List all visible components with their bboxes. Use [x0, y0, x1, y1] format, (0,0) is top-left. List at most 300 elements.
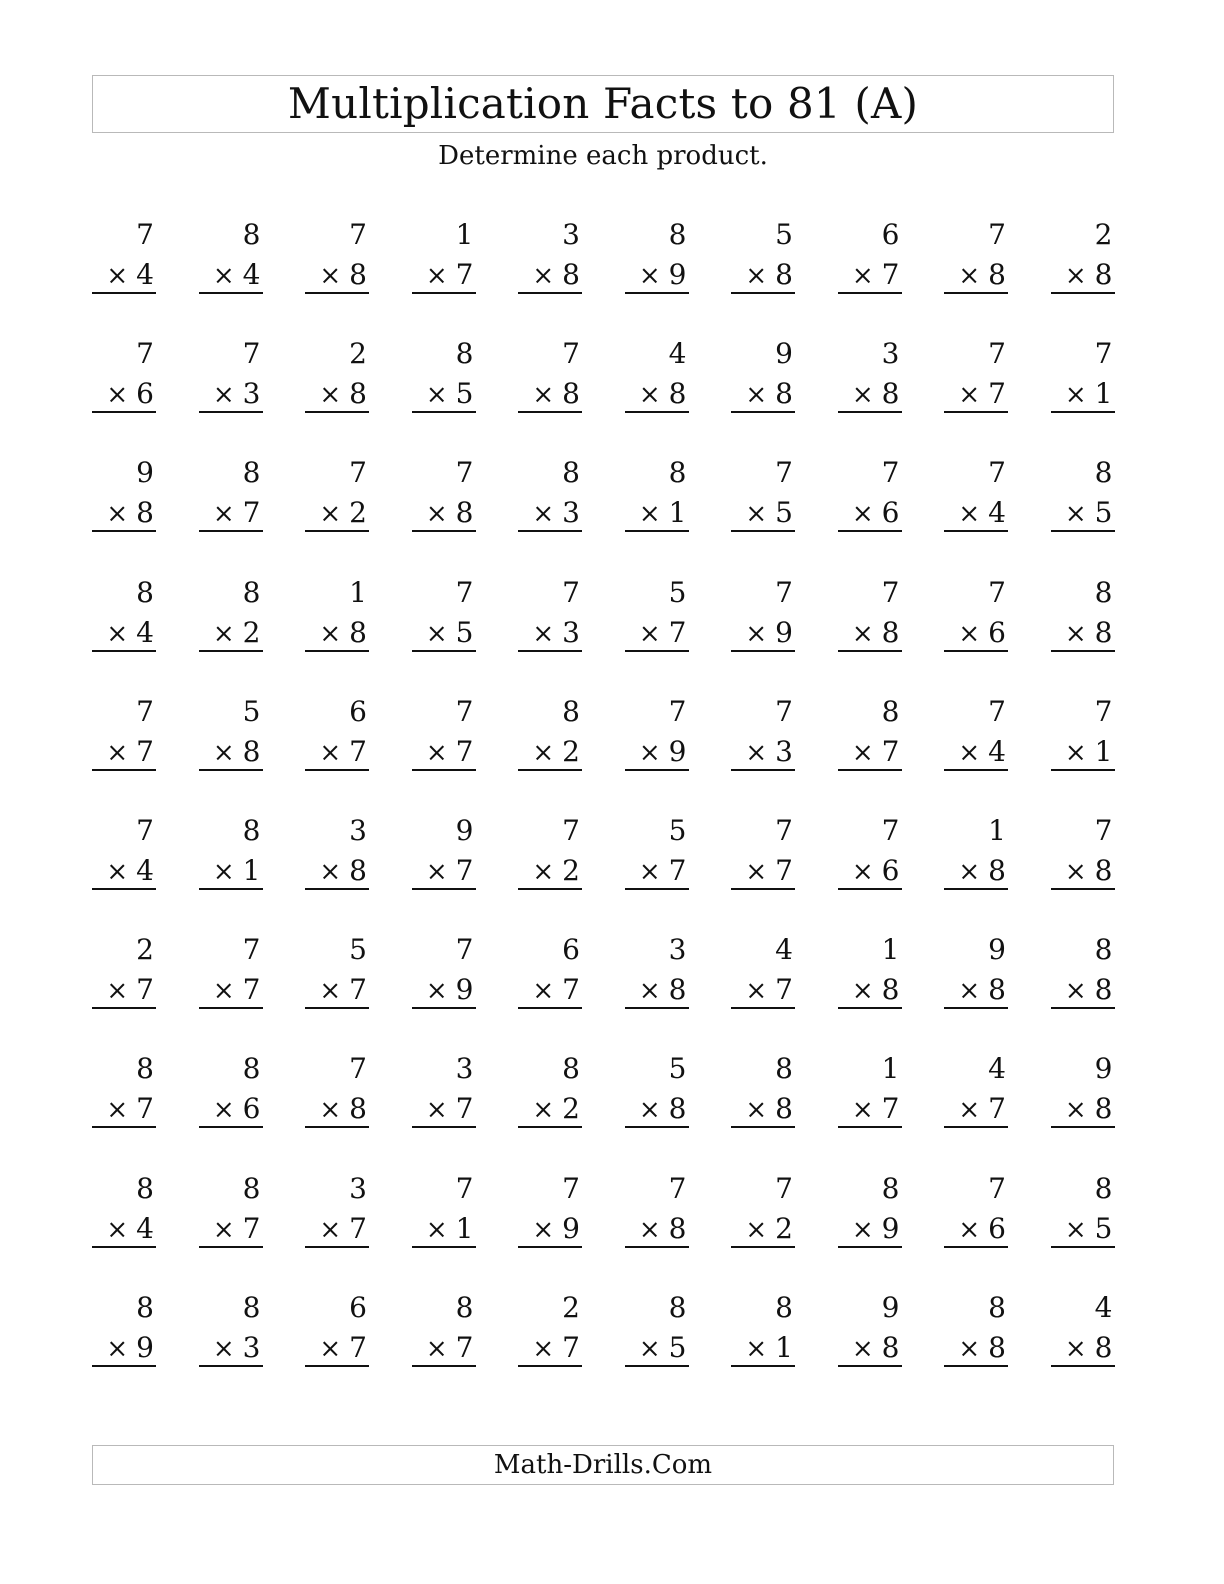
times-sign: ×	[851, 499, 874, 530]
answer-line	[838, 1365, 902, 1367]
multiplier-line	[426, 495, 474, 532]
multiplier-line	[319, 734, 367, 771]
multiplier-line	[745, 972, 793, 1009]
multiplier: 7	[136, 734, 154, 768]
multiplicand: 1	[988, 814, 1006, 847]
times-sign: ×	[745, 976, 768, 1007]
multiplicand: 7	[988, 575, 1006, 609]
problem-item	[412, 215, 476, 299]
multiplicand: 7	[455, 456, 474, 490]
problem-item	[518, 1049, 582, 1133]
problem-item	[92, 1049, 156, 1133]
answer-line	[199, 1365, 263, 1367]
times-sign: ×	[638, 618, 661, 649]
multiplier: 8	[881, 1330, 900, 1364]
answer-line	[199, 530, 263, 532]
answer-line	[1051, 650, 1115, 652]
multiplier: 7	[668, 615, 687, 649]
times-sign: ×	[212, 499, 235, 530]
multiplicand: 7	[881, 814, 900, 847]
multiplicand: 7	[562, 337, 580, 371]
problem-item	[731, 811, 795, 895]
multiplier: 7	[455, 258, 474, 291]
answer-line	[944, 1126, 1008, 1128]
answer-line	[731, 888, 795, 890]
problem-item	[305, 453, 369, 537]
multiplicand: 8	[242, 1052, 261, 1086]
multiplier: 8	[881, 377, 900, 411]
multiplicand: 9	[455, 814, 474, 847]
answer-line	[518, 292, 582, 294]
problem-item	[944, 811, 1008, 895]
times-sign: ×	[638, 857, 661, 887]
answer-line	[944, 411, 1008, 413]
multiplier-line	[532, 615, 580, 652]
times-sign: ×	[745, 737, 768, 768]
multiplier-line	[958, 257, 1006, 294]
times-sign: ×	[425, 1333, 448, 1364]
multiplier-line	[852, 853, 900, 890]
times-sign: ×	[319, 1214, 342, 1245]
multiplier-line	[745, 257, 793, 294]
problem-item	[305, 1169, 369, 1253]
multiplier: 4	[136, 258, 154, 291]
multiplier-line	[213, 376, 261, 413]
answer-line	[625, 650, 689, 652]
times-sign: ×	[319, 737, 342, 768]
multiplicand: 7	[988, 1171, 1006, 1205]
times-sign: ×	[212, 737, 235, 768]
multiplier: 1	[1094, 377, 1113, 411]
times-sign: ×	[319, 976, 342, 1007]
multiplier-line	[106, 1330, 154, 1367]
multiplicand: 8	[136, 1052, 154, 1086]
answer-line	[1051, 411, 1115, 413]
problem-item	[1051, 1169, 1115, 1253]
answer-line	[518, 1246, 582, 1248]
times-sign: ×	[106, 976, 129, 1007]
multiplier: 8	[775, 1092, 793, 1126]
problem-item	[412, 930, 476, 1014]
answer-line	[305, 411, 369, 413]
multiplier-line	[639, 1211, 687, 1248]
multiplicand: 7	[242, 933, 261, 967]
multiplicand: 8	[775, 1290, 793, 1324]
times-sign: ×	[851, 1214, 874, 1245]
multiplier: 2	[562, 734, 580, 768]
title-box	[92, 75, 1114, 133]
problem-item	[518, 1169, 582, 1253]
problem-item	[1051, 215, 1115, 299]
multiplicand: 7	[136, 337, 154, 371]
times-sign: ×	[319, 1333, 342, 1364]
multiplier: 8	[1094, 615, 1113, 649]
multiplier-line	[106, 972, 154, 1009]
problem-item	[944, 692, 1008, 776]
multiplier: 5	[1094, 496, 1113, 530]
problem-item	[92, 692, 156, 776]
answer-line	[731, 1126, 795, 1128]
multiplier: 7	[775, 973, 793, 1007]
problem-item	[1051, 692, 1115, 776]
times-sign: ×	[638, 380, 661, 411]
times-sign: ×	[319, 1095, 342, 1126]
multiplicand: 8	[562, 694, 580, 728]
problem-item	[944, 573, 1008, 657]
multiplier: 7	[455, 734, 474, 768]
multiplier: 8	[242, 734, 261, 768]
multiplicand: 7	[775, 1171, 793, 1205]
times-sign: ×	[1064, 1333, 1087, 1364]
multiplier-line	[852, 1211, 900, 1248]
multiplicand: 7	[881, 575, 900, 609]
multiplier-line	[958, 972, 1006, 1009]
multiplicand: 7	[136, 218, 154, 251]
multiplier-line	[213, 1330, 261, 1367]
multiplier-line	[319, 853, 367, 890]
problem-item	[731, 930, 795, 1014]
multiplier-line	[106, 376, 154, 413]
times-sign: ×	[532, 261, 555, 291]
multiplicand: 8	[242, 456, 261, 490]
problem-item	[412, 1169, 476, 1253]
multiplicand: 7	[455, 933, 474, 967]
multiplier: 1	[668, 496, 687, 530]
answer-line	[1051, 1246, 1115, 1248]
multiplier: 8	[988, 973, 1006, 1007]
multiplicand: 2	[1094, 218, 1113, 251]
multiplier-line	[745, 1211, 793, 1248]
times-sign: ×	[106, 618, 129, 649]
answer-line	[412, 888, 476, 890]
multiplicand: 7	[1094, 694, 1113, 728]
multiplier-line	[1065, 734, 1113, 771]
multiplier-line	[319, 972, 367, 1009]
problem-item	[625, 1288, 689, 1372]
answer-line	[412, 1365, 476, 1367]
times-sign: ×	[532, 499, 555, 530]
times-sign: ×	[532, 380, 555, 411]
times-sign: ×	[106, 1214, 129, 1245]
answer-line	[838, 1246, 902, 1248]
times-sign: ×	[319, 261, 342, 291]
multiplier-line	[1065, 615, 1113, 652]
multiplier-line	[639, 1330, 687, 1367]
multiplier-line	[639, 257, 687, 294]
multiplier: 8	[881, 615, 900, 649]
multiplier: 8	[1094, 1092, 1113, 1126]
times-sign: ×	[851, 1333, 874, 1364]
multiplicand: 5	[242, 694, 261, 728]
problem-item	[199, 334, 263, 418]
multiplier-line	[745, 615, 793, 652]
answer-line	[731, 292, 795, 294]
multiplier-line	[639, 734, 687, 771]
times-sign: ×	[212, 1095, 235, 1126]
times-sign: ×	[425, 1214, 448, 1245]
multiplicand: 7	[988, 694, 1006, 728]
multiplier-line	[639, 853, 687, 890]
answer-line	[199, 650, 263, 652]
problem-item	[92, 334, 156, 418]
multiplicand: 4	[988, 1052, 1006, 1086]
multiplicand: 2	[562, 1290, 580, 1324]
multiplier: 7	[242, 973, 261, 1007]
answer-line	[944, 650, 1008, 652]
times-sign: ×	[745, 618, 768, 649]
answer-line	[305, 292, 369, 294]
problem-item	[92, 1169, 156, 1253]
problem-item	[838, 1169, 902, 1253]
times-sign: ×	[745, 499, 768, 530]
answer-line	[412, 530, 476, 532]
multiplier: 8	[349, 377, 367, 411]
multiplier: 5	[775, 496, 793, 530]
multiplier: 3	[562, 615, 580, 649]
multiplicand: 5	[349, 933, 367, 967]
multiplicand: 1	[455, 218, 474, 251]
times-sign: ×	[745, 857, 768, 887]
multiplicand: 7	[136, 694, 154, 728]
multiplier: 7	[242, 1211, 261, 1245]
problem-item	[518, 811, 582, 895]
answer-line	[1051, 769, 1115, 771]
multiplier: 8	[988, 258, 1006, 291]
times-sign: ×	[106, 380, 129, 411]
answer-line	[1051, 1365, 1115, 1367]
multiplier-line	[745, 1091, 793, 1128]
problem-item	[305, 811, 369, 895]
multiplier: 7	[455, 854, 474, 887]
answer-line	[305, 530, 369, 532]
multiplier: 4	[136, 1211, 154, 1245]
answer-line	[412, 769, 476, 771]
problem-item	[92, 573, 156, 657]
multiplicand: 9	[881, 1290, 900, 1324]
answer-line	[199, 411, 263, 413]
multiplier: 7	[242, 496, 261, 530]
answer-line	[625, 411, 689, 413]
problem-item	[412, 1288, 476, 1372]
times-sign: ×	[1064, 261, 1087, 291]
multiplier-line	[639, 376, 687, 413]
multiplier-line	[426, 1330, 474, 1367]
multiplier: 3	[242, 1330, 261, 1364]
multiplicand: 7	[668, 694, 687, 728]
answer-line	[92, 292, 156, 294]
multiplier: 4	[242, 258, 261, 291]
multiplier-line	[1065, 1211, 1113, 1248]
multiplier-line	[213, 1211, 261, 1248]
multiplicand: 7	[455, 575, 474, 609]
multiplier: 8	[668, 1211, 687, 1245]
problem-item	[731, 453, 795, 537]
multiplier-line	[745, 734, 793, 771]
answer-line	[1051, 1126, 1115, 1128]
times-sign: ×	[212, 380, 235, 411]
multiplier-line	[958, 495, 1006, 532]
multiplier-line	[106, 853, 154, 890]
multiplier-line	[213, 615, 261, 652]
multiplicand: 3	[881, 337, 900, 371]
multiplier: 8	[775, 377, 793, 411]
times-sign: ×	[106, 499, 129, 530]
times-sign: ×	[1064, 976, 1087, 1007]
times-sign: ×	[958, 499, 981, 530]
multiplicand: 3	[562, 218, 580, 251]
multiplicand: 6	[881, 218, 900, 251]
times-sign: ×	[212, 618, 235, 649]
multiplier: 8	[1094, 258, 1113, 291]
multiplicand: 5	[775, 218, 793, 251]
times-sign: ×	[532, 618, 555, 649]
multiplier-line	[745, 495, 793, 532]
answer-line	[625, 292, 689, 294]
problem-item	[838, 692, 902, 776]
times-sign: ×	[958, 976, 981, 1007]
multiplier: 3	[242, 377, 261, 411]
times-sign: ×	[106, 1095, 129, 1126]
multiplicand: 8	[136, 1290, 154, 1324]
multiplier-line	[1065, 1091, 1113, 1128]
multiplicand: 7	[562, 814, 580, 847]
times-sign: ×	[319, 380, 342, 411]
multiplier: 9	[881, 1211, 900, 1245]
multiplicand: 8	[455, 337, 474, 371]
problem-item	[731, 1049, 795, 1133]
answer-line	[838, 411, 902, 413]
problem-item	[838, 215, 902, 299]
times-sign: ×	[745, 1214, 768, 1245]
multiplicand: 7	[775, 814, 793, 847]
answer-line	[731, 650, 795, 652]
multiplicand: 7	[349, 456, 367, 490]
answer-line	[625, 1246, 689, 1248]
multiplier: 9	[668, 258, 687, 291]
times-sign: ×	[851, 737, 874, 768]
multiplicand: 2	[136, 933, 154, 967]
problem-item	[625, 573, 689, 657]
answer-line	[305, 888, 369, 890]
multiplier: 6	[881, 496, 900, 530]
problem-item	[305, 692, 369, 776]
multiplicand: 3	[349, 1171, 367, 1205]
multiplier-line	[958, 1091, 1006, 1128]
multiplier: 3	[562, 496, 580, 530]
answer-line	[944, 1365, 1008, 1367]
multiplicand: 9	[136, 456, 154, 490]
problem-item	[944, 1169, 1008, 1253]
problem-item	[944, 1288, 1008, 1372]
times-sign: ×	[532, 1095, 555, 1126]
times-sign: ×	[106, 1333, 129, 1364]
problem-item	[199, 930, 263, 1014]
multiplicand: 7	[988, 218, 1006, 251]
answer-line	[944, 292, 1008, 294]
multiplier-line	[958, 734, 1006, 771]
multiplier-line	[106, 734, 154, 771]
problem-item	[838, 930, 902, 1014]
multiplicand: 7	[1094, 337, 1113, 371]
times-sign: ×	[1064, 737, 1087, 768]
problem-item	[625, 1169, 689, 1253]
multiplicand: 7	[775, 575, 793, 609]
multiplicand: 6	[562, 933, 580, 967]
multiplier-line	[319, 1211, 367, 1248]
multiplier-line	[639, 615, 687, 652]
multiplier-line	[532, 972, 580, 1009]
multiplier: 6	[242, 1092, 261, 1126]
answer-line	[92, 1365, 156, 1367]
answer-line	[731, 1365, 795, 1367]
multiplier: 8	[136, 496, 154, 530]
problem-item	[92, 930, 156, 1014]
multiplicand: 8	[455, 1290, 474, 1324]
multiplier: 7	[881, 734, 900, 768]
multiplier-line	[213, 734, 261, 771]
multiplicand: 8	[242, 218, 261, 251]
problem-item	[625, 453, 689, 537]
multiplier-line	[1065, 376, 1113, 413]
multiplier-line	[745, 1330, 793, 1367]
times-sign: ×	[425, 737, 448, 768]
times-sign: ×	[958, 857, 981, 887]
times-sign: ×	[425, 618, 448, 649]
multiplier-line	[532, 1091, 580, 1128]
problem-item	[518, 453, 582, 537]
multiplicand: 8	[242, 814, 261, 847]
times-sign: ×	[1064, 618, 1087, 649]
multiplier-line	[852, 257, 900, 294]
answer-line	[92, 769, 156, 771]
multiplicand: 7	[242, 337, 261, 371]
times-sign: ×	[106, 737, 129, 768]
multiplier: 6	[988, 1211, 1006, 1245]
times-sign: ×	[958, 737, 981, 768]
multiplier: 7	[349, 734, 367, 768]
times-sign: ×	[212, 976, 235, 1007]
answer-line	[1051, 888, 1115, 890]
multiplier-line	[426, 853, 474, 890]
times-sign: ×	[425, 499, 448, 530]
answer-line	[412, 411, 476, 413]
answer-line	[518, 650, 582, 652]
multiplicand: 7	[1094, 814, 1113, 847]
answer-line	[731, 1007, 795, 1009]
multiplicand: 7	[668, 1171, 687, 1205]
multiplier: 3	[775, 734, 793, 768]
multiplier-line	[213, 853, 261, 890]
times-sign: ×	[212, 261, 235, 291]
multiplier-line	[532, 734, 580, 771]
times-sign: ×	[319, 857, 342, 887]
times-sign: ×	[638, 1333, 661, 1364]
multiplicand: 7	[775, 694, 793, 728]
multiplier: 8	[881, 973, 900, 1007]
multiplier: 8	[988, 854, 1006, 887]
multiplicand: 5	[668, 575, 687, 609]
multiplier: 6	[988, 615, 1006, 649]
multiplier-line	[426, 1091, 474, 1128]
multiplier-line	[532, 257, 580, 294]
multiplier: 7	[988, 377, 1006, 411]
multiplier-line	[426, 376, 474, 413]
times-sign: ×	[638, 976, 661, 1007]
multiplier: 8	[455, 496, 474, 530]
multiplicand: 8	[562, 1052, 580, 1086]
problem-item	[625, 1049, 689, 1133]
multiplier: 4	[988, 734, 1006, 768]
